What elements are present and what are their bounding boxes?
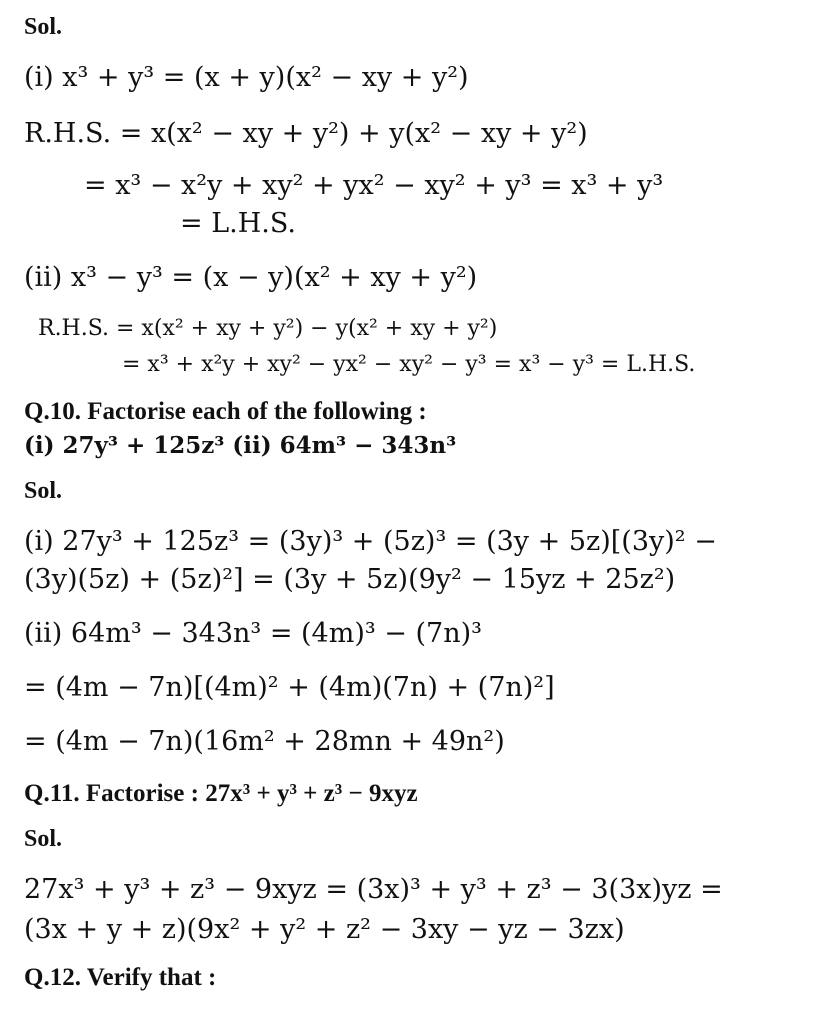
question-12-title: Q.12. Verify that : [24,964,217,991]
step-ii-rhs: R.H.S. = x(x² + xy + y²) − y(x² + xy + y²) [38,316,498,341]
question-10-title: Q.10. Factorise each of the following : [24,398,427,425]
q11-line-1: 27x³ + y³ + z³ − 9xyz = (3x)³ + y³ + z³ − 3(3x)yz = [24,874,723,905]
q10-part-i-line-1: (i) 27y³ + 125z³ = (3y)³ + (5z)³ = (3y + 5z)[(3y)² − [24,526,717,557]
q10-part-i-line-2: (3y)(5z) + (5z)²] = (3y + 5z)(9y² − 15yz + 25z²) [24,564,676,595]
sol-heading-3: Sol. [24,826,63,852]
question-11-title: Q.11. Factorise : 27x³ + y³ + z³ − 9xyz [24,780,418,807]
sol-heading-1: Sol. [24,14,63,40]
q10-part-ii-line-3: = (4m − 7n)(16m² + 28mn + 49n²) [24,726,505,757]
q11-line-2: (3x + y + z)(9x² + y² + z² − 3xy − yz − 3zx) [24,914,625,945]
sol-heading-2: Sol. [24,478,63,504]
step-i-lhs: = L.H.S. [180,208,296,239]
step-ii-expand: = x³ + x²y + xy² − yx² − xy² − y³ = x³ − y³ = L.H.S. [122,352,696,377]
q10-part-ii-line-2: = (4m − 7n)[(4m)² + (4m)(7n) + (7n)²] [24,672,555,703]
q10-part-ii-line-1: (ii) 64m³ − 343n³ = (4m)³ − (7n)³ [24,618,482,649]
step-i-identity: (i) x³ + y³ = (x + y)(x² − xy + y²) [24,62,469,93]
step-i-expand: = x³ − x²y + xy² + yx² − xy² + y³ = x³ + y³ [84,170,664,201]
step-ii-identity: (ii) x³ − y³ = (x − y)(x² + xy + y²) [24,262,478,293]
question-10-parts: (i) 27y³ + 125z³ (ii) 64m³ − 343n³ [24,432,457,459]
step-i-rhs: R.H.S. = x(x² − xy + y²) + y(x² − xy + y²) [24,118,588,149]
